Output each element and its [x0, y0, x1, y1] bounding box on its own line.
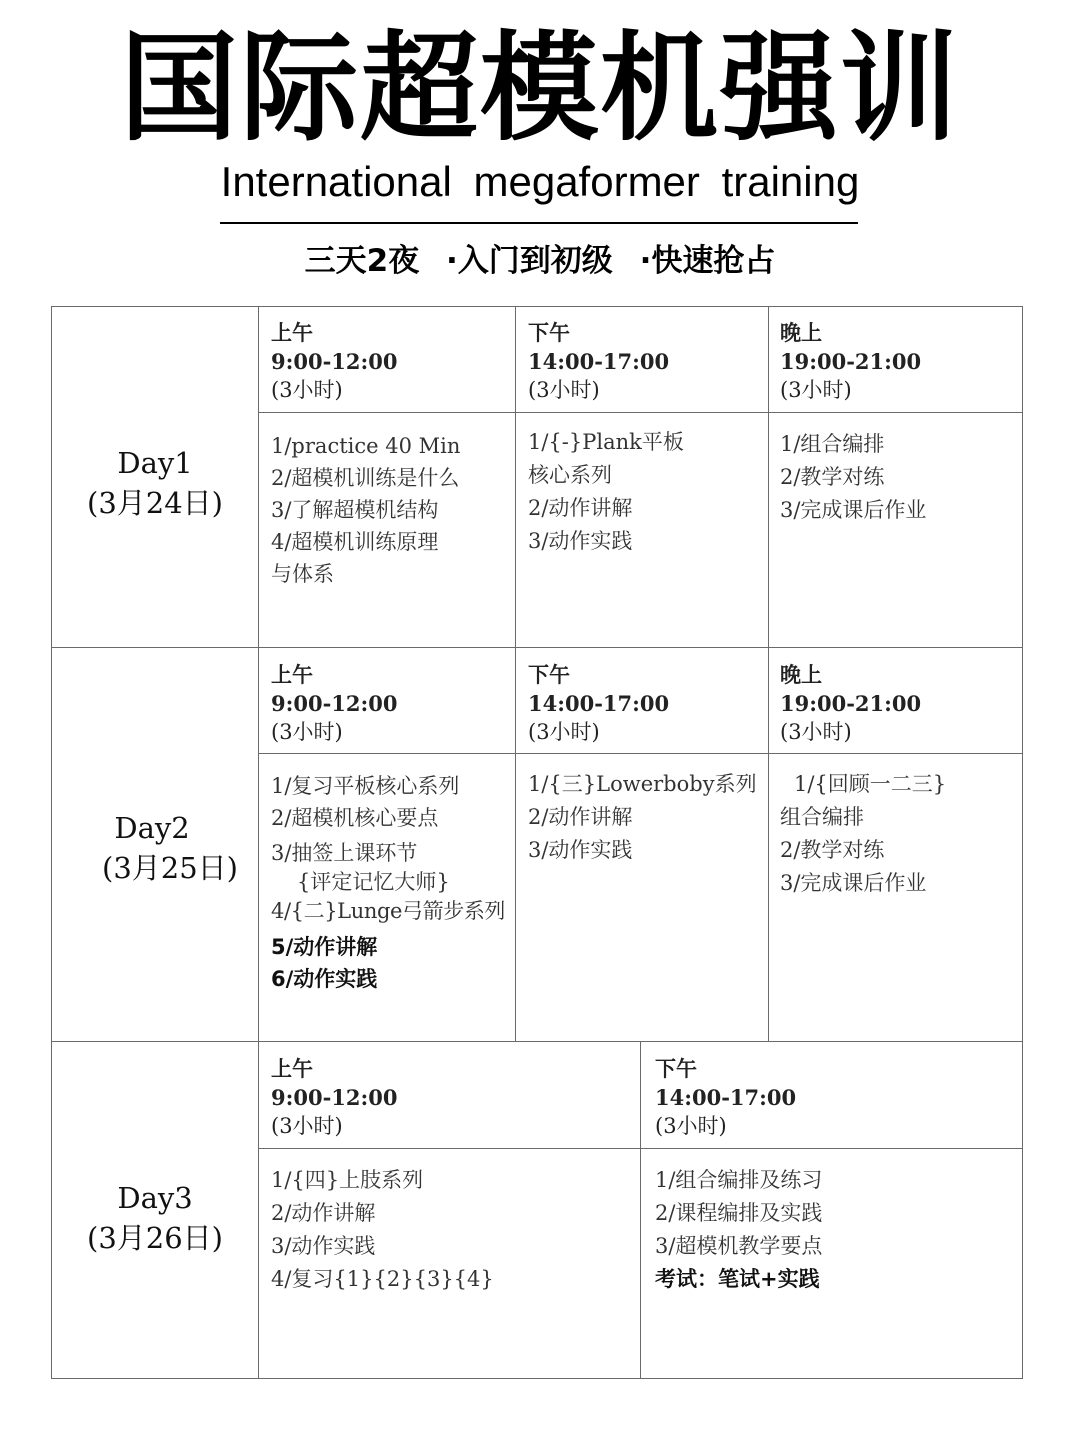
day1-morning-header — [271, 318, 398, 405]
day2-morning-header — [271, 660, 398, 747]
list-item: 1/{-}Plank平板 — [528, 430, 684, 454]
day2-morning-items — [271, 770, 505, 995]
day2-label — [52, 808, 258, 888]
list-item: 2/动作讲解 — [271, 1201, 376, 1225]
page-subtitle: International megaformer training — [220, 158, 860, 205]
session-time: 14:00-17:00 — [528, 691, 670, 716]
list-item: 2/动作讲解 — [528, 805, 633, 829]
session-duration: (3小时) — [780, 720, 852, 744]
tagline-level: ·入门到初级 — [446, 243, 613, 279]
day-date: (3月25日) — [102, 851, 238, 885]
day-name: Day3 — [117, 1181, 193, 1215]
list-item: 组合编排 — [780, 805, 864, 829]
session-duration: (3小时) — [780, 378, 852, 402]
header-divider — [258, 753, 1023, 754]
day-name: Day1 — [117, 446, 193, 480]
session-time: 14:00-17:00 — [528, 349, 670, 374]
session-time: 9:00-12:00 — [271, 349, 398, 374]
list-item: 1/复习平板核心系列 — [271, 774, 460, 798]
list-item: 3/了解超模机结构 — [271, 498, 439, 522]
day3-morning-items — [271, 1164, 494, 1296]
list-item: 核心系列 — [528, 463, 612, 487]
tagline — [0, 238, 1080, 284]
list-item: 4/复习{1}{2}{3}{4} — [271, 1267, 494, 1291]
list-item: 1/组合编排及练习 — [655, 1168, 823, 1192]
day2-afternoon-header — [528, 660, 669, 747]
page-title: 国际超模机强训 — [119, 19, 960, 157]
list-item: 3/完成课后作业 — [780, 871, 927, 895]
session-time: 19:00-21:00 — [780, 691, 922, 716]
list-item: 2/教学对练 — [780, 838, 885, 862]
day1-afternoon-header — [528, 318, 669, 405]
column-divider — [640, 1041, 641, 1379]
session-duration: (3小时) — [528, 378, 600, 402]
day1-evening-items — [780, 428, 926, 527]
list-item: 2/超模机核心要点 — [271, 806, 439, 830]
session-duration: (3小时) — [528, 720, 600, 744]
list-item: 2/动作讲解 — [528, 496, 633, 520]
session-time: 9:00-12:00 — [271, 691, 398, 716]
day3-afternoon-items — [655, 1164, 822, 1296]
list-item: 1/{回顾一二三} — [794, 772, 947, 796]
list-item: {评定记忆大师} — [297, 870, 450, 894]
column-divider — [515, 306, 516, 1041]
list-item: 1/{四}上肢系列 — [271, 1168, 424, 1192]
list-item: 4/{二}Lunge弓箭步系列 — [271, 899, 506, 923]
session-duration: (3小时) — [271, 1114, 343, 1138]
list-item: 1/组合编排 — [780, 432, 885, 456]
list-item: 5/动作讲解 — [271, 935, 378, 959]
day-date: (3月24日) — [87, 486, 223, 520]
list-item: 3/抽签上课环节 — [271, 841, 418, 865]
session-period: 下午 — [528, 662, 570, 687]
session-duration: (3小时) — [655, 1114, 727, 1138]
list-item: 1/practice 40 Min — [271, 434, 461, 458]
column-divider — [768, 306, 769, 1041]
list-item: 3/完成课后作业 — [780, 498, 927, 522]
session-period: 下午 — [655, 1056, 697, 1081]
list-item: 2/课程编排及实践 — [655, 1201, 823, 1225]
list-item: 4/超模机训练原理 — [271, 530, 439, 554]
session-period: 上午 — [271, 320, 313, 345]
column-divider — [258, 306, 259, 1379]
list-item: 与体系 — [271, 562, 334, 586]
session-time: 19:00-21:00 — [780, 349, 922, 374]
session-period: 晚上 — [780, 320, 822, 345]
day2-afternoon-items — [528, 768, 757, 867]
day3-morning-header — [271, 1054, 398, 1141]
day1-label — [52, 443, 258, 523]
list-item: 2/超模机训练是什么 — [271, 466, 460, 490]
session-period: 上午 — [271, 1056, 313, 1081]
day1-evening-header — [780, 318, 921, 405]
session-time: 14:00-17:00 — [655, 1085, 797, 1110]
day1-afternoon-items — [528, 426, 684, 558]
list-item: 3/动作实践 — [528, 529, 633, 553]
day3-afternoon-header — [655, 1054, 796, 1141]
list-item: 6/动作实践 — [271, 967, 378, 991]
day3-label — [52, 1178, 258, 1258]
tagline-duration: 三天2夜 — [304, 243, 420, 279]
session-period: 晚上 — [780, 662, 822, 687]
day2-evening-items — [780, 768, 946, 900]
exam-note: 考试：笔试+实践 — [655, 1267, 820, 1291]
list-item: 3/动作实践 — [528, 838, 633, 862]
day1-morning-items — [271, 430, 460, 590]
session-time: 9:00-12:00 — [271, 1085, 398, 1110]
day2-evening-header — [780, 660, 921, 747]
session-period: 上午 — [271, 662, 313, 687]
list-item: 1/{三}Lowerboby系列 — [528, 772, 757, 796]
title-divider — [220, 222, 858, 224]
day-date: (3月26日) — [87, 1221, 223, 1255]
day-name: Day2 — [114, 811, 190, 845]
session-duration: (3小时) — [271, 378, 343, 402]
row-divider — [51, 1041, 1023, 1042]
header-divider — [258, 412, 1023, 413]
tagline-promo: ·快速抢占 — [639, 243, 776, 279]
session-period: 下午 — [528, 320, 570, 345]
session-duration: (3小时) — [271, 720, 343, 744]
list-item: 3/动作实践 — [271, 1234, 376, 1258]
list-item: 2/教学对练 — [780, 465, 885, 489]
row-divider — [51, 647, 1023, 648]
list-item: 3/超模机教学要点 — [655, 1234, 823, 1258]
